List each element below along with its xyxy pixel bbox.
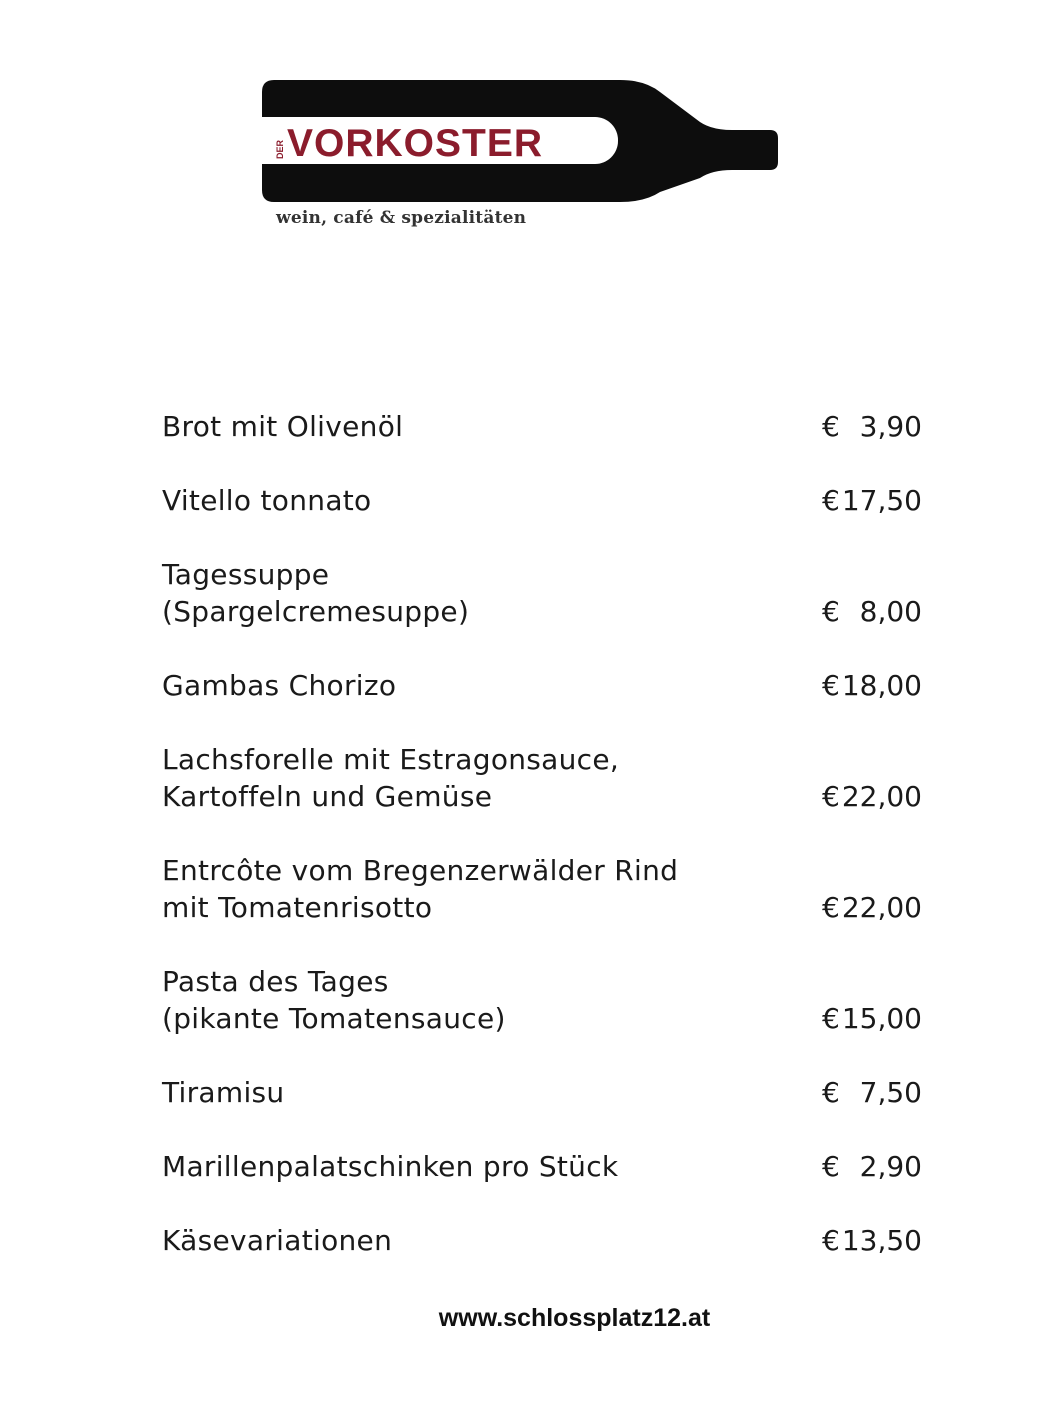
menu-item-name <box>162 1074 922 1111</box>
menu-item <box>162 408 922 445</box>
menu-item <box>162 741 922 815</box>
price-value: 2,90 <box>859 1150 922 1183</box>
price-value: 13,50 <box>841 1224 922 1257</box>
menu-item-price <box>822 1000 922 1037</box>
menu-item-price <box>822 482 922 519</box>
menu-item <box>162 963 922 1037</box>
menu-item <box>162 482 922 519</box>
menu-item-name <box>162 1148 922 1185</box>
price-value: 3,90 <box>859 410 922 443</box>
menu-item-name-line: Käsevariationen <box>162 1224 393 1257</box>
menu-item-name <box>162 556 922 630</box>
currency-symbol: € <box>822 484 840 517</box>
currency-symbol: € <box>822 669 840 702</box>
menu-item-name-line: Marillenpalatschinken pro Stück <box>162 1150 619 1183</box>
menu-item-name <box>162 482 922 519</box>
currency-symbol: € <box>822 1224 840 1257</box>
menu-item-name-line: Kartoffeln und Gemüse <box>162 780 493 813</box>
menu-item <box>162 667 922 704</box>
currency-symbol: € <box>822 595 840 628</box>
menu-item-name <box>162 1222 922 1259</box>
menu-item <box>162 556 922 630</box>
price-value: 17,50 <box>841 484 922 517</box>
menu-item-name-line: (Spargelcremesuppe) <box>162 595 470 628</box>
menu-item-price <box>822 593 922 630</box>
menu-item-price <box>822 667 922 704</box>
currency-symbol: € <box>822 1002 840 1035</box>
price-value: 7,50 <box>859 1076 922 1109</box>
menu-item-price <box>822 1148 922 1185</box>
logo-prefix: DER <box>275 139 285 159</box>
menu-item <box>162 852 922 926</box>
menu-item <box>162 1222 922 1259</box>
menu-item-name-line: Lachsforelle mit Estragonsauce, <box>162 743 620 776</box>
menu-item-price <box>822 889 922 926</box>
menu-item-name-line: Vitello tonnato <box>162 484 372 517</box>
menu-item-name-line: Brot mit Olivenöl <box>162 410 404 443</box>
menu-item-name-line: (pikante Tomatensauce) <box>162 1002 506 1035</box>
menu-item-name <box>162 741 922 815</box>
currency-symbol: € <box>822 780 840 813</box>
menu-item-price <box>822 1074 922 1111</box>
menu-item-price <box>822 1222 922 1259</box>
menu-item-name <box>162 408 922 445</box>
brand-logo <box>260 80 780 240</box>
menu-item-name-line: Tiramisu <box>162 1076 285 1109</box>
price-value: 22,00 <box>841 891 922 924</box>
wine-bottle-logo-icon <box>260 80 780 205</box>
menu-item-price <box>822 408 922 445</box>
currency-symbol: € <box>822 410 840 443</box>
logo-name: VORKOSTER <box>287 122 544 165</box>
menu-list <box>162 408 922 1296</box>
menu-item <box>162 1074 922 1111</box>
menu-item-name <box>162 852 922 926</box>
menu-item-name-line: Entrcôte vom Bregenzerwälder Rind <box>162 854 679 887</box>
logo-tagline: wein, café & spezialitäten <box>276 208 527 228</box>
website-url[interactable]: www.schlossplatz12.at <box>438 1304 711 1332</box>
price-value: 8,00 <box>859 595 922 628</box>
menu-item-name-line: mit Tomatenrisotto <box>162 891 433 924</box>
price-value: 15,00 <box>841 1002 922 1035</box>
menu-item-name-line: Gambas Chorizo <box>162 669 397 702</box>
menu-item <box>162 1148 922 1185</box>
price-value: 18,00 <box>841 669 922 702</box>
currency-symbol: € <box>822 891 840 924</box>
menu-item-name <box>162 963 922 1037</box>
price-value: 22,00 <box>841 780 922 813</box>
menu-item-name <box>162 667 922 704</box>
menu-item-price <box>822 778 922 815</box>
currency-symbol: € <box>822 1076 840 1109</box>
currency-symbol: € <box>822 1150 840 1183</box>
menu-item-name-line: Pasta des Tages <box>162 965 389 998</box>
menu-item-name-line: Tagessuppe <box>162 558 330 591</box>
